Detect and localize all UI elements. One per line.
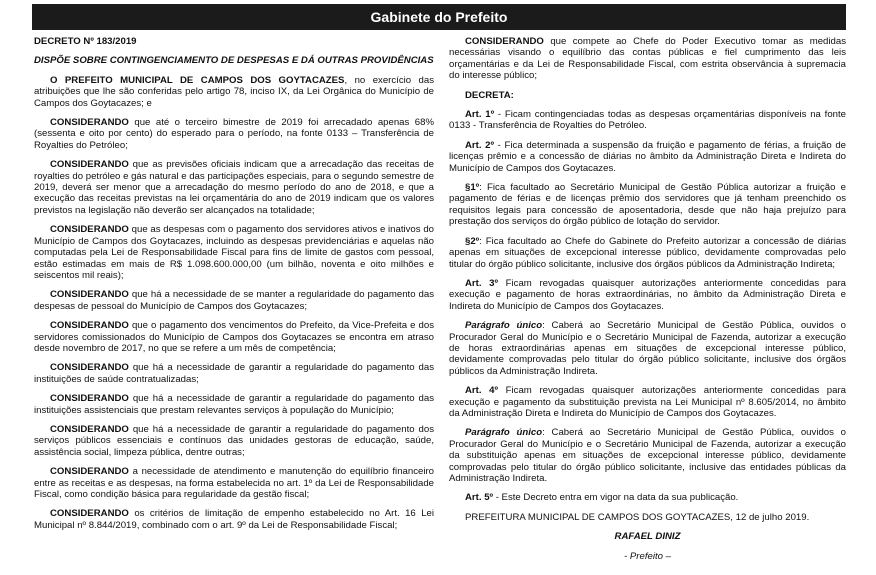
considerando-6 bbox=[34, 362, 434, 385]
place-date: PREFEITURA MUNICIPAL DE CAMPOS DOS GOYTACAZES, 12 de julho 2019. bbox=[465, 511, 810, 523]
considerando-text: que as previsões oficiais indicam que a arrecadação das receitas de royalties do petróleo e gás natural e das participações especiais, para o segundo semestre de 2019, deverá ser menor que a arrecadação do mesmo período do ano de 2018, e que a execução das receitas previstas na lei orçamentária do ano de 2019 indicam que os valores previstos na legislação não deverão ser alcançados na totalidade; bbox=[34, 159, 434, 216]
article-text: - Ficam contingenciadas todas as despesas orçamentárias disponíveis na fonte 0133 - Transferência de Royalties do Petróleo. bbox=[449, 109, 846, 132]
article-1 bbox=[449, 109, 846, 132]
article-text: : Fica facultado ao Chefe do Gabinete do Prefeito autorizar a concessão de diárias apenas em situações de excepcional interesse público, devidamente comprovadas pelo titular do órgão público solicitante, inclusive dos órgãos públicos da Administração Indireta; bbox=[449, 235, 846, 270]
article-label: Art. 5º bbox=[465, 492, 494, 504]
considerando-keyword: CONSIDERANDO bbox=[50, 117, 129, 129]
considerando-keyword: CONSIDERANDO bbox=[50, 320, 129, 332]
section-header bbox=[32, 4, 846, 30]
considerando-keyword: CONSIDERANDO bbox=[50, 393, 129, 405]
considerando-10 bbox=[34, 508, 434, 531]
section-title: Gabinete do Prefeito bbox=[370, 9, 508, 25]
sole-paragraph-2 bbox=[449, 427, 846, 484]
article-text: : Caberá ao Secretário Municipal de Gestão Pública, ouvidos o Procurador Geral do Município e o Secretário Municipal de Fazenda, autorizar a execução da substituição apenas em situações de excepcional interesse público, devidamente comprovadas pelo titular do órgão público solicitante, inclusive das entidades públicas da Administração Indireta. bbox=[449, 427, 846, 484]
considerando-text: que compete ao Chefe do Poder Executivo tomar as medidas necessárias visando o equilíbrio das contas públicas e fiel cumprimento das leis orçamentárias e da Lei de Responsabilidade Fiscal, com estrita observância à supremacia do interesse público; bbox=[449, 36, 846, 82]
considerando-keyword: CONSIDERANDO bbox=[50, 289, 129, 301]
article-label: Art. 2º bbox=[465, 139, 495, 151]
article-label: Parágrafo único bbox=[465, 427, 543, 439]
preamble-lead: O PREFEITO MUNICIPAL DE CAMPOS DOS GOYTACAZES bbox=[50, 74, 345, 86]
signature-title: - Prefeito – bbox=[624, 550, 671, 562]
article-3 bbox=[449, 278, 846, 312]
article-text: : Fica facultado ao Secretário Municipal de Gestão Pública autorizar a fruição e pagamento de férias e de licenças prêmio dos servidores que já tenham preenchido os requisitos legais para concessão de aposentadoria, desde que não haja prejuízo para prestação dos serviços do órgão público de lotação do servidor. bbox=[449, 182, 846, 228]
article-4 bbox=[449, 385, 846, 419]
article-label: Art. 4º bbox=[465, 385, 499, 397]
considerando-text: que há a necessidade de garantir a regularidade do pagamento das instituições assistenciais que prestam relevantes serviços à população do Município; bbox=[34, 393, 434, 416]
article-2 bbox=[449, 140, 846, 174]
decreta-heading: DECRETA: bbox=[465, 89, 514, 101]
sole-paragraph-1 bbox=[449, 320, 846, 377]
considerando-text: que há a necessidade de garantir a regularidade do pagamento das instituições de saúde contratualizadas; bbox=[34, 362, 434, 385]
signature-name: RAFAEL DINIZ bbox=[614, 531, 681, 543]
considerando-9 bbox=[34, 466, 434, 500]
article-text: Ficam revogadas quaisquer autorizações anteriormente concedidas para execução e pagamento da substituição prevista na Lei Municipal nº 8.605/2014, no âmbito da Administração Direta e Indireta do Município de Campos dos Goytacazes. bbox=[449, 385, 847, 419]
article-label: Art. 1º bbox=[465, 109, 495, 121]
paragraph-1 bbox=[449, 182, 846, 228]
right-column bbox=[449, 36, 846, 570]
left-column bbox=[34, 36, 434, 539]
decree-ementa: DISPÕE SOBRE CONTINGENCIAMENTO DE DESPESAS E DÁ OUTRAS PROVIDÊNCIAS bbox=[34, 55, 434, 67]
article-label: §2º bbox=[465, 235, 480, 247]
considerando-text: que há a necessidade de garantir a regularidade do pagamento dos serviços públicos essenciais e contínuos das unidades gestoras de educação, saúde, assistência social, limpeza pública, dentre outras; bbox=[34, 423, 434, 458]
preamble-text: , no exercício das atribuições que lhe são conferidas pelo artigo 78, inciso IX, da Lei Orgânica do Município de Campos dos Goytacazes; e bbox=[34, 74, 434, 109]
considerando-keyword: CONSIDERANDO bbox=[465, 36, 544, 47]
considerando-keyword: CONSIDERANDO bbox=[50, 159, 129, 171]
considerando-3 bbox=[34, 224, 434, 281]
considerando-keyword: CONSIDERANDO bbox=[50, 362, 129, 374]
considerando-8 bbox=[34, 424, 434, 458]
considerando-5 bbox=[34, 320, 434, 354]
considerando-11 bbox=[449, 36, 846, 82]
article-text: - Fica determinada a suspensão da fruição e pagamento de férias, a fruição de licenças prêmio e a concessão de diárias no âmbito da Administração Direta e Indireta do Município de Campos dos Goytacazes. bbox=[449, 139, 846, 174]
considerando-keyword: CONSIDERANDO bbox=[50, 423, 129, 435]
considerando-keyword: CONSIDERANDO bbox=[50, 224, 129, 236]
article-5 bbox=[449, 492, 846, 503]
article-text: Ficam revogadas quaisquer autorizações anteriormente concedidas para execução e pagamento de horas extraordinárias, no âmbito da Administração Direta e Indireta do Município de Campos dos Goytacazes. bbox=[449, 277, 847, 312]
article-text: - Este Decreto entra em vigor na data da sua publicação. bbox=[493, 492, 739, 504]
article-label: Parágrafo único bbox=[465, 320, 543, 332]
preamble bbox=[34, 75, 434, 109]
considerando-7 bbox=[34, 393, 434, 416]
considerando-keyword: CONSIDERANDO bbox=[50, 466, 129, 478]
article-label: Art. 3º bbox=[465, 277, 499, 289]
article-text: : Caberá ao Secretário Municipal de Gestão Pública, ouvidos o Procurador Geral do Município e o Secretário Municipal de Fazenda, autorizar a execução de horas extraordinárias apenas em situações de excepcional interesse público, devidamente comprovadas pelo titular do órgão público solicitante, inclusive dos órgãos públicos da Administração Indireta. bbox=[449, 320, 846, 377]
considerando-text: que há a necessidade de se manter a regularidade do pagamento das despesas de pessoal do Município de Campos dos Goytacazes; bbox=[34, 289, 434, 312]
considerando-4 bbox=[34, 289, 434, 312]
considerando-text: a necessidade de atendimento e manutenção do equilíbrio financeiro entre as receitas e as despesas, na forma estabelecida no art. 1º da Lei de Responsabilidade Fiscal, como condição básica para regularidade da gestão fiscal; bbox=[34, 466, 434, 500]
decree-number: DECRETO Nº 183/2019 bbox=[34, 36, 137, 47]
considerando-keyword: CONSIDERANDO bbox=[50, 508, 129, 520]
considerando-text: que o pagamento dos vencimentos do Prefeito, da Vice-Prefeita e dos servidores comissionados do Município de Campos dos Goytacazes se encontra em atraso desde novembro de 2017, no que se refere a um mês de competência; bbox=[34, 320, 434, 354]
considerando-text: os critérios de limitação de empenho estabelecido no Art. 16 Lei Municipal nº 8.844/2019, combinado com o art. 9º da Lei de Responsabilidade Fiscal; bbox=[34, 508, 434, 531]
considerando-text: que até o terceiro bimestre de 2019 foi arrecadado apenas 68% (sessenta e oito por cento) do esperado para o período, na fonte 0133 – Transferência de Royalties do Petróleo; bbox=[34, 117, 434, 151]
article-label: §1º bbox=[465, 182, 480, 194]
considerando-2 bbox=[34, 159, 434, 216]
considerando-1 bbox=[34, 117, 434, 151]
paragraph-2 bbox=[449, 236, 846, 270]
considerando-text: que as despesas com o pagamento dos servidores ativos e inativos do Município de Campos dos Goytacazes, incluindo as despesas previdenciárias e aquelas não computadas pela Lei de Responsabilidade Fiscal para fins de limite de gastos com pessoal, estão estimadas em mais de R$ 1.098.600.000,00 (um bilhão, noventa e oito milhões e seiscentos mil reais); bbox=[34, 224, 434, 281]
